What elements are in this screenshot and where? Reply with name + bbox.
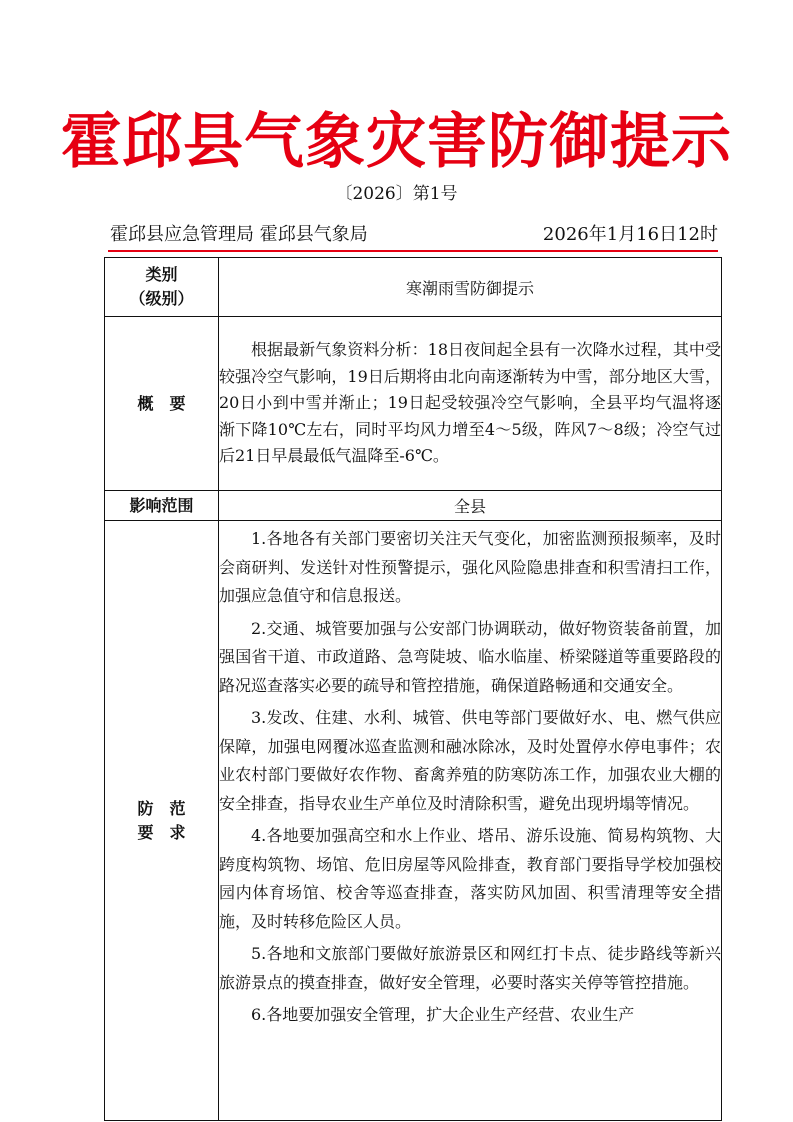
document-title: 霍邱县气象灾害防御提示 bbox=[61, 107, 732, 177]
scope-label: 影响范围 bbox=[105, 491, 219, 521]
issuing-agencies: 霍邱县应急管理局 霍邱县气象局 bbox=[110, 224, 368, 245]
category-label-line1: 类别 bbox=[145, 265, 178, 284]
category-value: 寒潮雨雪防御提示 bbox=[219, 258, 722, 317]
red-divider-line bbox=[108, 250, 718, 252]
defense-item: 6.各地要加强安全管理，扩大企业生产经营、农业生产 bbox=[251, 1005, 635, 1024]
defense-item: 3.发改、住建、水利、城管、供电等部门要做好水、电、燃气供应保障，加强电网覆冰巡查监测和融冰除冰，及时处置停水停电事件；农业农村部门要做好农作物、畜禽养殖的防寒防冻工作，加强农业大棚的安全排查，指导农业生产单位及时清除积雪，避免出现坍塌等情况。 bbox=[219, 708, 721, 813]
defense-cell bbox=[219, 521, 722, 1121]
defense-item: 4.各地要加强高空和水上作业、塔吊、游乐设施、简易构筑物、大跨度构筑物、场馆、危旧房屋等风险排查，教育部门要指导学校加强校园内体育场馆、校舍等巡查排查，落实防风加固、积雪清理等安全措施，及时转移危险区人员。 bbox=[219, 826, 721, 931]
summary-text: 根据最新气象资料分析：18日夜间起全县有一次降水过程，其中受较强冷空气影响，19日后期将由北向南逐渐转为中雪，部分地区大雪，20日小到中雪并渐止；19日起受较强冷空气影响，全县平均气温将逐渐下降10℃左右，同时平均风力增至4～5级，阵风7～8级；冷空气过后21日早晨最低气温降至-6℃。 bbox=[219, 340, 721, 466]
category-label-line2: （级别） bbox=[129, 289, 194, 308]
table-row-scope bbox=[105, 491, 722, 521]
notice-table bbox=[104, 257, 722, 1121]
table-row-defense bbox=[105, 521, 722, 1121]
defense-item: 5.各地和文旅部门要做好旅游景区和网红打卡点、徒步路线等新兴旅游景点的摸查排查，做好安全管理，必要时落实关停等管控措施。 bbox=[219, 944, 721, 992]
summary-cell bbox=[219, 317, 722, 491]
defense-item: 2.交通、城管要加强与公安部门协调联动，做好物资装备前置，加强国省干道、市政道路、急弯陡坡、临水临崖、桥梁隧道等重要路段的路况巡查落实必要的疏导和管控措施，确保道路畅通和交通安全。 bbox=[219, 618, 721, 695]
defense-item: 1.各地各有关部门要密切关注天气变化，加密监测预报频率，及时会商研判、发送针对性预警提示，强化风险隐患排查和积雪清扫工作，加强应急值守和信息报送。 bbox=[219, 529, 721, 605]
defense-label-line1: 防 范 bbox=[137, 798, 186, 818]
issue-date: 2026年1月16日12时 bbox=[542, 224, 718, 245]
defense-label-line2: 要 求 bbox=[137, 822, 186, 842]
summary-label: 概 要 bbox=[105, 317, 219, 491]
table-row-category bbox=[105, 258, 722, 317]
scope-value: 全县 bbox=[219, 491, 722, 521]
category-label-cell bbox=[105, 258, 219, 317]
table-row-summary bbox=[105, 317, 722, 491]
document-number: 〔2026〕第1号 bbox=[335, 184, 458, 204]
defense-label-cell bbox=[105, 521, 219, 1121]
